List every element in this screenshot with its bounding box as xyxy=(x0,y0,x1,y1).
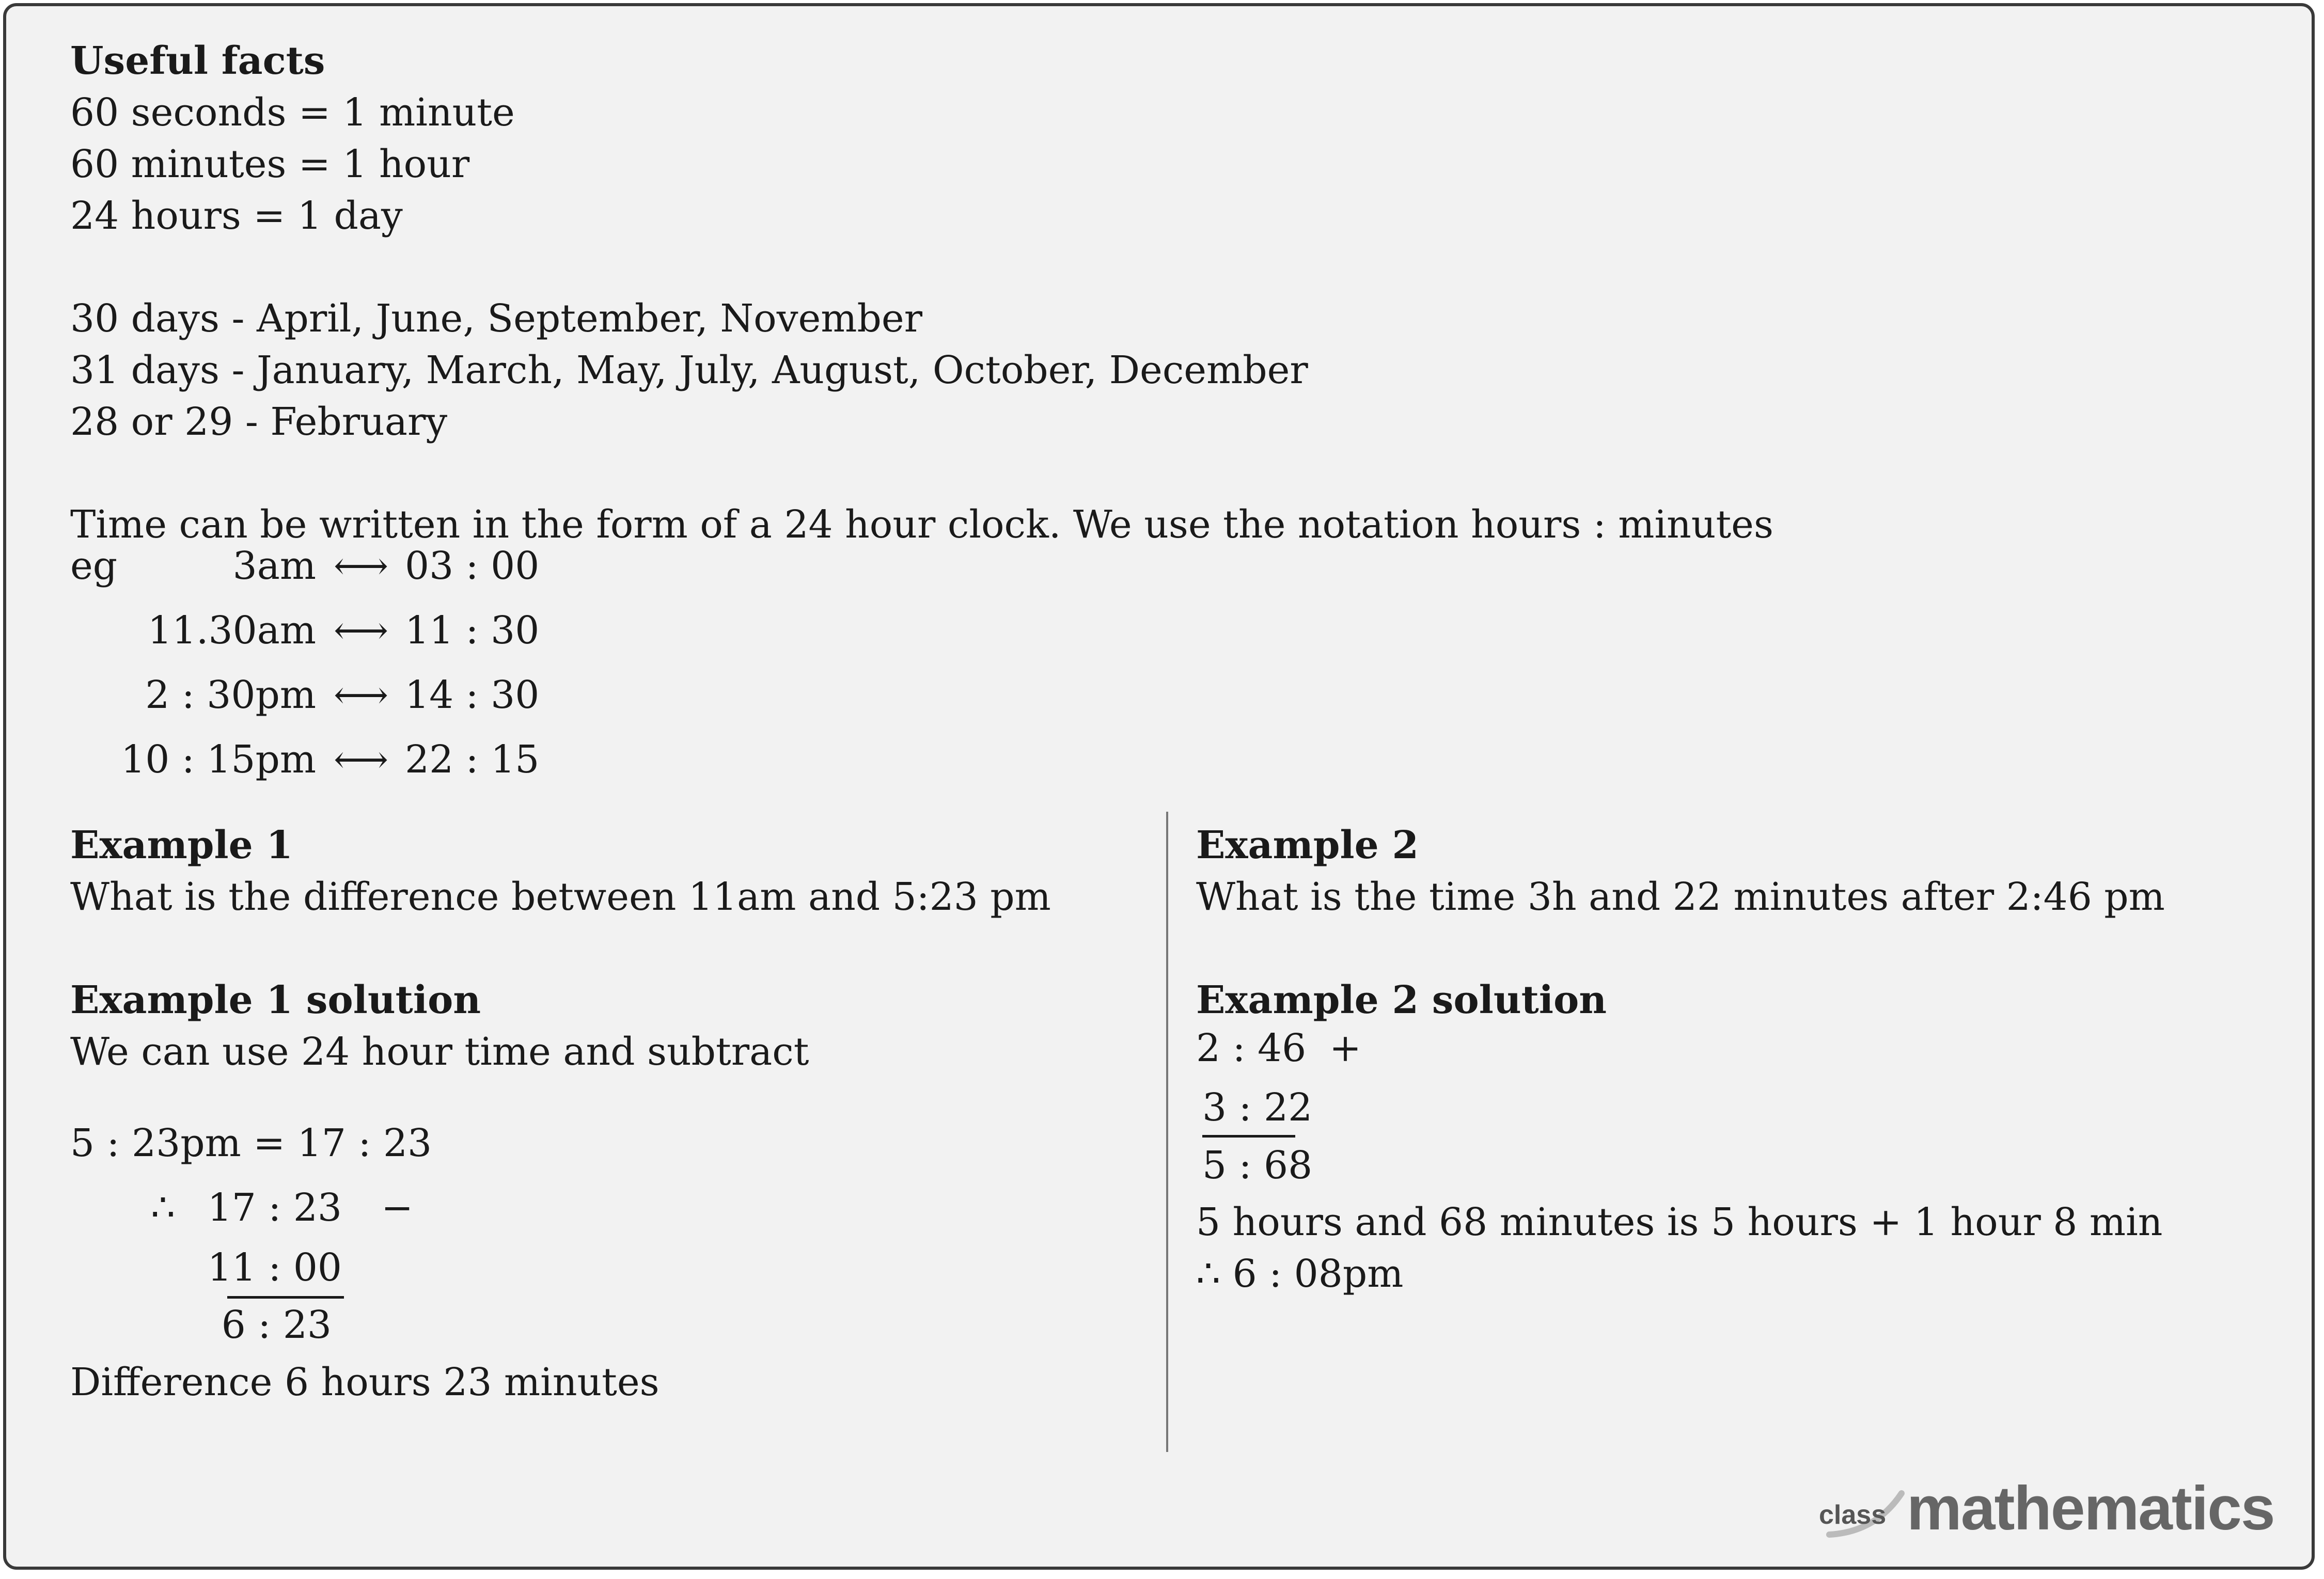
example1-question: What is the difference between 11am and 5:23 pm xyxy=(70,875,1051,919)
clock-intro: Time can be written in the form of a 24 hour clock. We use the notation hours : minutes xyxy=(70,502,1773,547)
example1-solution-heading: Example 1 solution xyxy=(70,978,481,1022)
fact-line: 28 or 29 - February xyxy=(70,400,448,444)
plus-operator: + xyxy=(1329,1026,1362,1070)
example1-heading: Example 1 xyxy=(70,823,293,867)
example2-solution-heading: Example 2 solution xyxy=(1196,978,1607,1022)
example2-heading: Example 2 xyxy=(1196,823,1419,867)
example2-top-value: 2 : 46 xyxy=(1196,1026,1307,1070)
eg-label: eg xyxy=(70,544,118,588)
conversion-right: 14 : 30 xyxy=(405,673,540,717)
example1-answer: Difference 6 hours 23 minutes xyxy=(70,1360,659,1404)
conversion-right: 11 : 30 xyxy=(405,608,540,653)
example2-question: What is the time 3h and 22 minutes after 2:46 pm xyxy=(1196,875,2165,919)
double-arrow-icon: ⟷ xyxy=(333,608,389,653)
double-arrow-icon: ⟷ xyxy=(333,544,389,588)
minus-operator: − xyxy=(381,1186,414,1230)
logo-class-text: class xyxy=(1819,1500,1887,1530)
class-mathematics-logo xyxy=(1814,1473,2274,1545)
fact-line: 24 hours = 1 day xyxy=(70,194,403,238)
double-arrow-icon: ⟷ xyxy=(333,737,389,782)
double-arrow-icon: ⟷ xyxy=(333,673,389,717)
example2-explanation: 5 hours and 68 minutes is 5 hours + 1 hour 8 min xyxy=(1196,1200,2163,1244)
worksheet-page xyxy=(3,3,2315,1570)
fact-line: 60 seconds = 1 minute xyxy=(70,90,515,135)
sum-line xyxy=(1202,1135,1295,1138)
example2-answer: ∴ 6 : 08pm xyxy=(1196,1252,1404,1296)
example1-step: 5 : 23pm = 17 : 23 xyxy=(70,1121,432,1165)
logo-mathematics-text: mathematics xyxy=(1907,1474,2274,1543)
fact-line: 30 days - April, June, September, November xyxy=(70,296,923,341)
useful-facts-heading: Useful facts xyxy=(70,39,325,83)
conversion-right: 22 : 15 xyxy=(405,737,540,782)
sum-line xyxy=(227,1296,344,1299)
example1-result: 6 : 23 xyxy=(221,1303,332,1347)
fact-line: 31 days - January, March, May, July, August, October, December xyxy=(70,348,1308,392)
example2-result: 5 : 68 xyxy=(1202,1143,1313,1188)
example1-top-value: 17 : 23 xyxy=(207,1186,342,1230)
conversion-left: 2 : 30pm xyxy=(145,673,316,717)
therefore-symbol: ∴ xyxy=(151,1186,176,1230)
example2-second-value: 3 : 22 xyxy=(1202,1085,1313,1130)
fact-line: 60 minutes = 1 hour xyxy=(70,142,470,186)
example1-intro: We can use 24 hour time and subtract xyxy=(70,1030,809,1074)
example1-second-value: 11 : 00 xyxy=(207,1245,342,1290)
conversion-right: 03 : 00 xyxy=(405,544,540,588)
conversion-left: 10 : 15pm xyxy=(121,737,316,782)
conversion-left: 3am xyxy=(232,544,316,588)
conversion-left: 11.30am xyxy=(147,608,316,653)
column-divider xyxy=(1166,812,1168,1452)
